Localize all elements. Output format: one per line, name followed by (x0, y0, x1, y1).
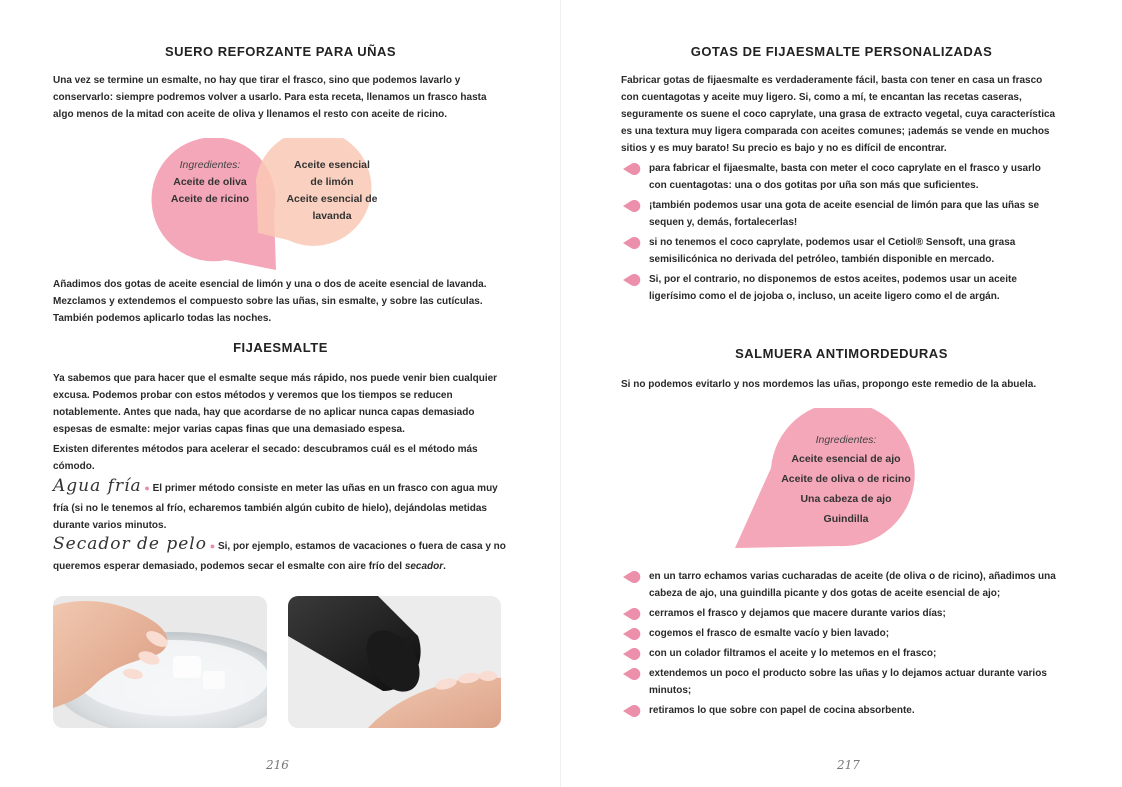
agua-fria-heading: Agua fría (53, 476, 142, 496)
ingredient-item: Aceite de oliva (173, 176, 247, 188)
suero-ingredients-pink (160, 157, 260, 208)
list-item (621, 197, 1101, 231)
ingredient-item: Una cabeza de ajo (800, 493, 892, 505)
text-span: queremos esperar demasiado, podemos secar el esmalte con aire frío del (53, 561, 405, 572)
text-line: si no tenemos el coco caprylate, podemos usar el Cetiol® Sensoft, una grasa (649, 237, 1016, 248)
text-line: fría (si no le tenemos al frío, echaremos también algún cubito de hielo), dejándolas metidas (53, 503, 487, 514)
fijaesmalte-para1 (53, 370, 523, 438)
text-line: extendemos un poco el producto sobre las uñas y lo dejamos actuar durante varios (649, 668, 1047, 679)
hair-dryer-photo (288, 596, 501, 728)
list-item (621, 605, 1101, 622)
pink-drop-bullet-icon (623, 200, 641, 212)
text-line: notablemente. Antes que nada, hay que acordarse de no aplicar nunca capas demasiado (53, 407, 475, 418)
text-line: es una textura muy ligera comparada con aceites comunes; ¡además se vende en muchos (621, 126, 1050, 137)
list-item (621, 160, 1101, 194)
pink-drop-bullet-icon (623, 648, 641, 660)
list-item (621, 568, 1101, 602)
text-line: con un colador filtramos el aceite y lo metemos en el frasco; (649, 648, 937, 659)
ingredient-item: Guindilla (823, 513, 869, 525)
text-line: ligerísimo como el de jojoba o, incluso, un aceite ligero como el de argán. (649, 291, 1000, 302)
ingredients-label: Ingredientes: (179, 159, 241, 171)
text-line: seguramente os suene el coco caprylate, una grasa de extracto vegetal, cuya característica (621, 109, 1056, 120)
list-item (621, 665, 1101, 699)
ingredient-item: Aceite esencial de ajo (791, 453, 901, 465)
ingredient-item: Aceite de ricino (170, 193, 250, 205)
page-number-left: 216 (266, 758, 289, 772)
text-line: espesas de esmalte: mejor varias capas finas que una demasiado espesa. (53, 424, 405, 435)
text-line: ¡también podemos usar una gota de aceite esencial de limón para que las uñas se (649, 200, 1040, 211)
hand-in-water-bowl-photo (53, 596, 267, 728)
hand-in-water-bowl-illustration (53, 596, 267, 728)
pink-drop-bullet-icon (623, 608, 641, 620)
ingredient-item: Aceite esencial (294, 159, 370, 171)
gotas-title: GOTAS DE FIJAESMALTE PERSONALIZADAS (690, 44, 993, 59)
suero-outro (53, 276, 523, 327)
salmuera-ingredients (761, 432, 931, 529)
pink-drop-bullet-icon (623, 705, 641, 717)
text-line: sequen y, demás, fortalecerlas! (649, 217, 798, 228)
suero-intro (53, 72, 523, 123)
text-line: en un tarro echamos varias cucharadas de aceite (de oliva o de ricino), añadimos una (649, 571, 1056, 582)
text-line: Existen diferentes métodos para acelerar el secado: descubramos cuál es el método más (53, 444, 478, 455)
list-item (621, 234, 1101, 268)
secador-heading: Secador de pelo (53, 534, 207, 554)
salmuera-bullet-list (621, 568, 1101, 722)
text-line: Ya sabemos que para hacer que el esmalte seque más rápido, nos puede venir bien cualquier (53, 373, 498, 384)
ingredient-item: Aceite de oliva o de ricino (781, 473, 911, 485)
list-item (621, 645, 1101, 662)
text-line: Si, por el contrario, no disponemos de estos aceites, podemos usar un aceite (649, 274, 1017, 285)
ingredient-item: lavanda (312, 210, 352, 222)
text-line: con cuentagotas: una o dos gotitas por uña son más que suficientes. (649, 180, 979, 191)
text-line (53, 558, 523, 575)
hair-dryer-illustration (288, 596, 501, 728)
pink-drop-bullet-icon (623, 571, 641, 583)
text-line: Mezclamos y extendemos el compuesto sobre las uñas, sin esmalte, y sobre las cutículas. (53, 296, 483, 307)
text-line: semisilicónica no derivada del petróleo, también disponible en mercado. (649, 254, 995, 265)
gotas-bullet-list (621, 160, 1101, 308)
ingredient-item: Aceite esencial de (286, 193, 378, 205)
list-item (621, 625, 1101, 642)
text-line: conservarlo: siempre podremos volver a usarlo. Para esta receta, llenamos un frasco hasta (53, 92, 487, 103)
suero-title: SUERO REFORZANTE PARA UÑAS (164, 44, 397, 59)
text-line: durante varios minutos. (53, 520, 167, 531)
text-line: con cuentagotas y aceite muy ligero. Si, como a mí, te encantan las recetas caseras, (621, 92, 1022, 103)
fijaesmalte-title: FIJAESMALTE (233, 340, 328, 355)
text-line: Añadimos dos gotas de aceite esencial de limón y una o dos de aceite esencial de lavanda. (53, 279, 487, 290)
salmuera-title: SALMUERA ANTIMORDEDURAS (735, 346, 948, 361)
text-line: cómodo. (53, 461, 95, 472)
text-line: El primer método consiste en meter las uñas en un frasco con agua muy (152, 483, 498, 494)
suero-ingredients-peach (276, 157, 388, 225)
text-line: sitios y es muy barato! Su precio es bajo y no es difícil de encontrar. (621, 143, 947, 154)
text-line: cerramos el frasco y dejamos que macere durante varios días; (649, 608, 946, 619)
list-item (621, 702, 1101, 719)
text-line: excusa. Podemos probar con estos métodos y veremos que los tiempos se reducen (53, 390, 453, 401)
right-page (561, 0, 1122, 787)
text-line: Si, por ejemplo, estamos de vacaciones o fuera de casa y no (217, 541, 506, 552)
text-span-italic: secador (404, 561, 444, 572)
page-number-right: 217 (837, 758, 860, 772)
text-line: Una vez se termine un esmalte, no hay que tirar el frasco, sino que podemos lavarlo y (53, 75, 461, 86)
text-line: retiramos lo que sobre con papel de cocina absorbente. (649, 705, 915, 716)
gotas-intro (621, 72, 1101, 157)
text-line: También podemos aplicarlo todas las noches. (53, 313, 272, 324)
bullet-dot-icon: ● (209, 541, 216, 551)
agua-fria-block (53, 475, 523, 534)
text-line: algo menos de la mitad con aceite de oliva y llenamos el resto con aceite de ricino. (53, 109, 448, 120)
ingredients-label: Ingredientes: (815, 434, 877, 446)
pink-drop-bullet-icon (623, 668, 641, 680)
text-line: cabeza de ajo, una guindilla picante y dos gotas de aceite esencial de ajo; (649, 588, 1001, 599)
pink-drop-bullet-icon (623, 163, 641, 175)
text-line: para fabricar el fijaesmalte, basta con meter el coco caprylate en el frasco y usarlo (649, 163, 1041, 174)
text-line: cogemos el frasco de esmalte vacío y bien lavado; (649, 628, 890, 639)
pink-drop-bullet-icon (623, 237, 641, 249)
text-span: . (443, 561, 446, 572)
text-line: minutos; (649, 685, 692, 696)
salmuera-intro: Si no podemos evitarlo y nos mordemos las uñas, propongo este remedio de la abuela. (621, 379, 1037, 390)
ingredient-item: de limón (310, 176, 354, 188)
secador-block (53, 533, 523, 575)
fijaesmalte-para2 (53, 441, 523, 475)
bullet-dot-icon: ● (144, 483, 150, 493)
text-line: Fabricar gotas de fijaesmalte es verdaderamente fácil, basta con tener en casa un frasco (621, 75, 1043, 86)
pink-drop-bullet-icon (623, 274, 641, 286)
pink-drop-bullet-icon (623, 628, 641, 640)
list-item (621, 271, 1101, 305)
